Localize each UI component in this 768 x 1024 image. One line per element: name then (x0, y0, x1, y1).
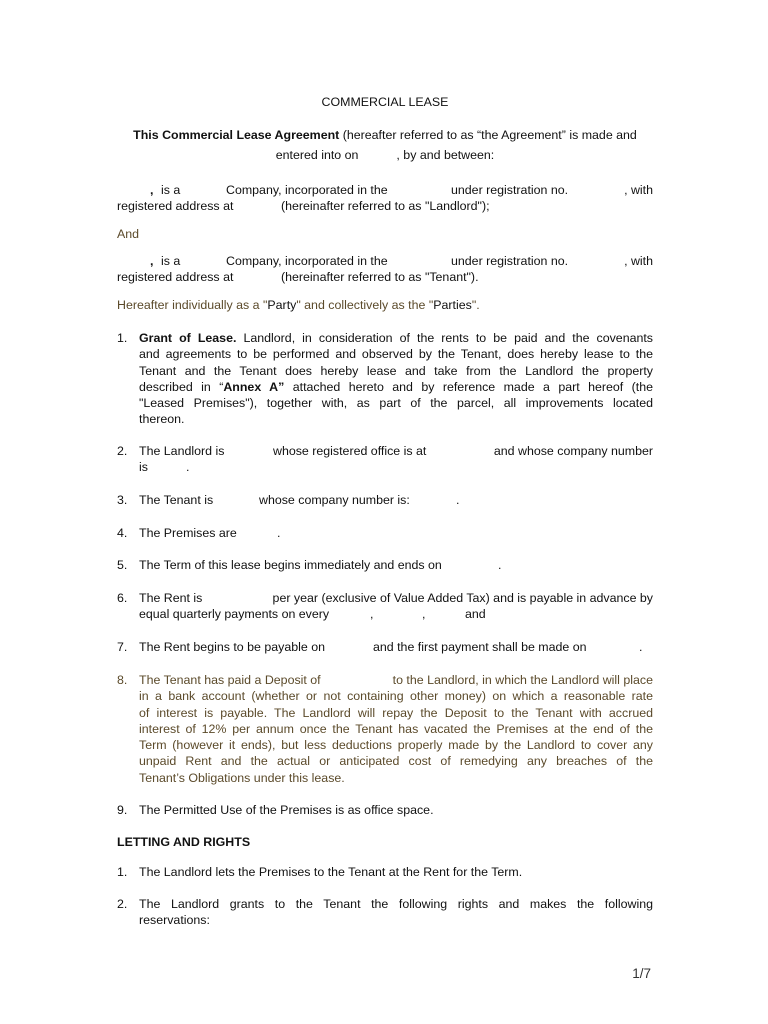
parties-line (117, 297, 653, 313)
section-heading (117, 834, 653, 850)
tenant-company: Company, incorporated in the (226, 254, 388, 268)
clause-7-first-payment: and the first payment shall be made on (373, 640, 587, 654)
clause-5-body (139, 557, 653, 573)
clause-2-number: 2. (117, 444, 128, 458)
clause-6-and: and (465, 607, 486, 621)
clause-1-line-3: Tenant and the Tenant does hereby lease and take from the Landlord the property (139, 363, 653, 378)
landlord-party-line-2 (117, 198, 653, 214)
title-text: COMMERCIAL LEASE (321, 95, 449, 109)
clause-4-premises: The Premises are (139, 526, 237, 540)
clause-2-period: . (186, 460, 190, 474)
clause-1-line-5: "Leased Premises"), together with, as part of the parcel, all improvements located (139, 396, 653, 411)
clause-5-period: . (498, 558, 502, 572)
letting-2-line-2: reservations: (139, 913, 210, 928)
clause-1-body (139, 330, 653, 428)
clause-8-line-4: interest of 12% per annum once the Tenant has vacated the Premises at the end of the (139, 721, 653, 736)
page-number: 1/7 (632, 966, 651, 981)
clause-2-company-number: and whose company number (493, 444, 653, 458)
clause-8-body (139, 672, 653, 786)
and-label (117, 226, 653, 242)
clause-1-line-6: thereon. (139, 412, 185, 427)
clause-8-number: 8. (117, 673, 128, 687)
intro-between: , by and between: (396, 148, 495, 162)
clause-7-body (139, 639, 653, 655)
landlord-comma: , (150, 183, 154, 197)
clause-8-landlord-place: to the Landlord, in which the Landlord will place (392, 673, 653, 687)
clause-6-rent-is: The Rent is (139, 591, 203, 605)
clause-8-line-7: Tenant’s Obligations under this lease. (139, 770, 345, 785)
clause-4-number: 4. (117, 526, 128, 540)
section-heading-text: LETTING AND RIGHTS (117, 835, 251, 849)
tenant-address: registered address at (117, 270, 234, 284)
tenant-registration: under registration no. (451, 254, 569, 268)
intro-bold: This Commercial Lease Agreement (133, 128, 340, 142)
clause-8-line-2: in a bank account (whether or not containing other money) on which a reasonable rate (139, 689, 653, 704)
clause-6-body (139, 590, 653, 622)
landlord-referred: (hereinafter referred to as "Landlord"); (281, 199, 490, 213)
letting-2-number: 2. (117, 897, 128, 911)
letting-2-line-1: The Landlord grants to the Tenant the following rights and makes the following (139, 897, 653, 911)
clause-2-landlord-is: The Landlord is (139, 444, 225, 458)
clause-5-term: The Term of this lease begins immediately and ends on (139, 558, 442, 572)
parties-parties: Parties (433, 298, 472, 312)
clause-2-body (139, 443, 653, 475)
clause-2-is: is (139, 460, 148, 474)
intro-line-2 (117, 147, 653, 163)
landlord-registration: under registration no. (451, 183, 569, 197)
and-text: And (117, 227, 140, 241)
clause-3-company-number: whose company number is: (259, 493, 410, 507)
letting-1-number: 1. (117, 865, 128, 879)
clause-9-number: 9. (117, 803, 128, 817)
clause-6-quarterly: equal quarterly payments on every (139, 607, 330, 621)
parties-a: Hereafter individually as a " (117, 298, 268, 312)
clause-1-number: 1. (117, 331, 128, 345)
landlord-company: Company, incorporated in the (226, 183, 388, 197)
clause-8-line-6: unpaid Rent and the actual or anticipated cost of remedying any breaches of the (139, 754, 653, 769)
tenant-comma: , (150, 254, 154, 268)
clause-1-line-1: Landlord, in consideration of the rents to be paid and the covenants (236, 331, 654, 345)
clause-8-deposit: The Tenant has paid a Deposit of (139, 673, 321, 687)
clause-7-period: . (639, 640, 643, 654)
parties-c: ". (471, 298, 480, 312)
clause-3-number: 3. (117, 493, 128, 507)
clause-6-comma-1: , (370, 607, 374, 621)
clause-4-period: . (277, 526, 281, 540)
clause-1-annex: Annex A” (223, 379, 285, 394)
parties-b: " and collectively as the " (296, 298, 434, 312)
landlord-with: , with (624, 183, 653, 197)
letting-1-text: The Landlord lets the Premises to the Tenant at the Rent for the Term. (139, 865, 523, 879)
parties-party: Party (267, 298, 297, 312)
clause-7-number: 7. (117, 640, 128, 654)
clause-6-number: 6. (117, 591, 128, 605)
clause-8-line-3: of interest is payable. The Landlord will repay the Deposit to the Tenant with accrued (139, 705, 653, 720)
clause-1-line-4a: described in “ (139, 379, 224, 394)
document-title (117, 94, 653, 110)
intro-line-1 (117, 127, 653, 143)
landlord-address: registered address at (117, 199, 234, 213)
clause-3-tenant-is: The Tenant is (139, 493, 214, 507)
landlord-is-a: is a (161, 183, 181, 197)
clause-6-per-year: per year (exclusive of Value Added Tax) and is payable in advance by (272, 591, 653, 605)
clause-9-body: The Permitted Use of the Premises is as office space. (139, 803, 434, 817)
clause-4-body (139, 525, 653, 541)
clause-2-office: whose registered office is at (273, 444, 427, 458)
clause-5-number: 5. (117, 558, 128, 572)
tenant-referred: (hereinafter referred to as "Tenant"). (281, 270, 479, 284)
clause-1-heading: Grant of Lease. (139, 331, 237, 345)
intro-rest: (hereafter referred to as “the Agreement” is made and (339, 128, 637, 142)
clause-3-body (139, 492, 653, 508)
clause-7-payable-on: The Rent begins to be payable on (139, 640, 325, 654)
tenant-is-a: is a (161, 254, 181, 268)
tenant-party-line-2 (117, 269, 653, 285)
clause-1-line-4c: attached hereto and by reference made a part hereof (the (284, 379, 654, 394)
clause-8-line-5: Term (however it ends), but less deductions properly made by the Landlord to cover any (139, 738, 653, 753)
clause-3-period: . (456, 493, 460, 507)
letting-2-body (139, 896, 653, 929)
tenant-with: , with (624, 254, 653, 268)
clause-6-comma-2: , (422, 607, 426, 621)
intro-entered: entered into on (275, 148, 359, 162)
clause-1-line-2: and agreements to be performed and observed by the Tenant, does hereby lease to the (139, 347, 653, 362)
